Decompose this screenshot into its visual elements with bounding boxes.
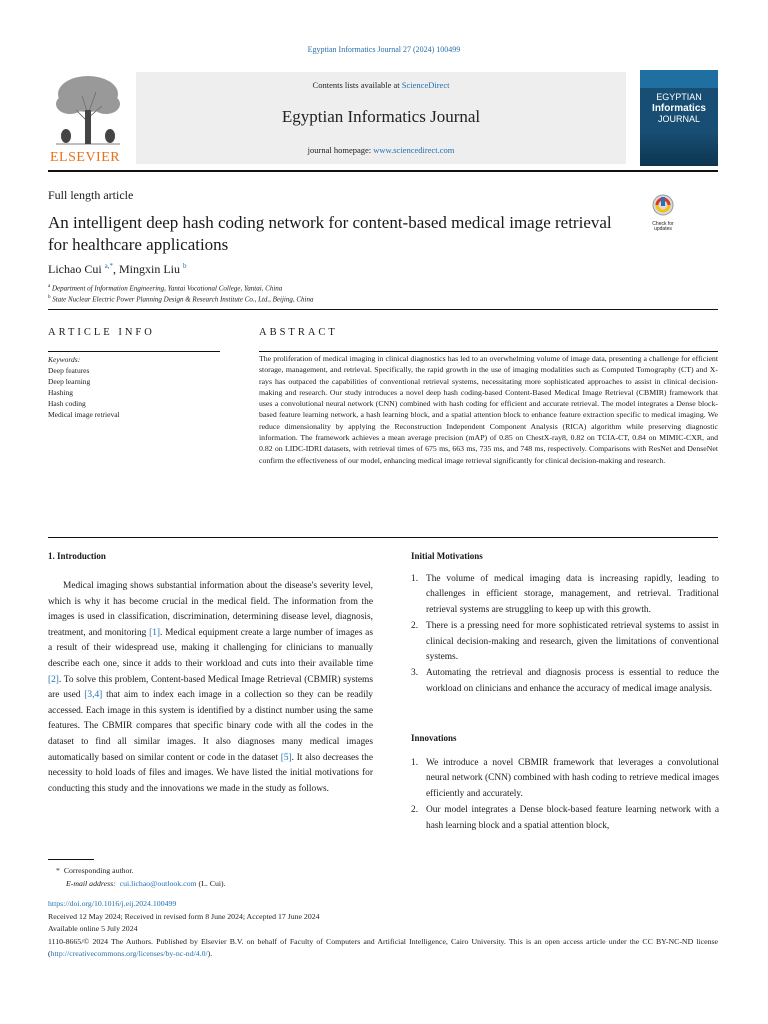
list-item <box>411 572 719 618</box>
author-superscript[interactable]: b <box>183 262 187 270</box>
list-number: 2. <box>411 621 419 632</box>
cover-graphic <box>640 132 718 166</box>
sciencedirect-link[interactable]: ScienceDirect <box>401 80 450 90</box>
journal-cover-image <box>640 70 718 166</box>
footnote-marker: * <box>56 866 60 875</box>
check-updates-label <box>647 222 679 232</box>
elsevier-tree-logo <box>48 70 128 166</box>
citation-link[interactable]: [1] <box>149 627 161 638</box>
journal-header <box>48 70 718 166</box>
doi-line <box>48 898 718 910</box>
list-number: 3. <box>411 668 419 679</box>
citation-link[interactable]: [3,4] <box>84 690 103 701</box>
available-online: Available online 5 July 2024 <box>48 924 138 933</box>
list-item-text: Automating the retrieval and diagnosis process is essential to reduce the workload on clinicians and enhance the accuracy of medical image analysis. <box>426 668 719 694</box>
affiliation-text: State Nuclear Electric Power Planning Design & Research Institute Co., Ltd., Beijing, China <box>52 295 314 304</box>
abstract-heading: ABSTRACT <box>259 327 338 338</box>
innovations-list <box>411 756 719 835</box>
text-run: . It also decreases the necessity to hold loads of files and images. We have listed the initial motivations for conducting this study and the innovations we made in the study as follows. <box>48 752 373 794</box>
keywords-block <box>48 354 120 420</box>
affiliation <box>48 295 314 303</box>
list-item-text: There is a pressing need for more sophisticated retrieval systems to assist in clinical decision-making and research, given the limitations of conventional systems. <box>426 621 719 663</box>
keyword: Deep learning <box>48 377 91 386</box>
homepage-line <box>136 145 626 155</box>
email-note <box>66 878 736 890</box>
innovations-heading: Innovations <box>411 733 457 743</box>
license-link[interactable]: http://creativecommons.org/licenses/by-nc-nd/4.0/ <box>50 949 208 958</box>
email-label: E-mail address: <box>66 879 116 888</box>
affiliation-marker: a <box>48 284 51 289</box>
author-superscript[interactable]: a,* <box>104 262 114 270</box>
citation-link[interactable]: [2] <box>48 674 59 685</box>
contents-line <box>136 80 626 90</box>
text-run: . To solve this problem, Content-based Medical Image Retrieval (CBMIR) systems are used <box>48 674 373 701</box>
keyword: Deep features <box>48 366 90 375</box>
text-run: Medical imaging shows substantial information about the disease's severity level, which is why it has become crucial in the medical field. The information from the images is used in classification, discrimination, determining disease level, diagnosis, treatment, and monitoring <box>48 581 373 638</box>
introduction-body <box>48 579 373 797</box>
list-item <box>411 666 719 697</box>
article-info-heading: ARTICLE INFO <box>48 327 155 338</box>
list-item-text: The volume of medical imaging data is increasing rapidly, leading to challenges in efficient storage, management, and retrieval. Traditional retrieval systems are struggling to keep up with this growth. <box>426 574 719 615</box>
motivations-heading: Initial Motivations <box>411 551 483 561</box>
journal-banner <box>136 72 626 164</box>
check-updates-icon <box>647 193 679 217</box>
journal-reference[interactable]: Egyptian Informatics Journal 27 (2024) 100499 <box>307 45 461 54</box>
check-updates-line-2: updates <box>654 226 672 232</box>
affiliation-marker: b <box>48 295 51 300</box>
corresponding-note <box>56 865 726 877</box>
list-item <box>411 756 719 802</box>
doi-link[interactable]: https://doi.org/10.1016/j.eij.2024.100499 <box>48 899 177 908</box>
author-separator: , <box>113 262 120 276</box>
list-number: 2. <box>411 805 419 816</box>
cover-line-3: JOURNAL <box>657 114 700 124</box>
text-run: . Medical equipment create a large number of images as a result of their widespread use, making it challenging for clinicians to manually describe each one, since it adds to their workload and cuts into their available time <box>48 627 373 669</box>
homepage-link[interactable]: www.sciencedirect.com <box>373 145 455 155</box>
elsevier-wordmark: ELSEVIER <box>50 150 121 165</box>
introduction-paragraph <box>48 579 373 797</box>
cover-text <box>640 92 718 125</box>
affiliation <box>48 284 282 292</box>
keywords-divider <box>48 351 220 352</box>
text-run: that aim to index each image in a collection so they can be readily accessed. Each image in this system is identified by a distinct number using the same features. The CBMIR compares that specific binary code with all the codes in the dataset to find all similar images. It also diagnoses many medical images automatically based on similar content or code in the dataset <box>48 690 373 763</box>
abstract-divider <box>259 351 718 352</box>
check-for-updates-button[interactable] <box>647 193 679 232</box>
journal-title: Egyptian Informatics Journal <box>281 107 481 126</box>
keyword: Hashing <box>48 388 73 397</box>
list-number: 1. <box>411 574 419 584</box>
cover-stripe <box>640 70 718 88</box>
title-divider <box>48 309 718 310</box>
abstract-bottom-divider <box>48 537 718 538</box>
homepage-prefix: journal homepage: <box>307 145 374 155</box>
received-dates: Received 12 May 2024; Received in revised form 8 June 2024; Accepted 17 June 2024 <box>48 912 320 921</box>
abstract-text: The proliferation of medical imaging in clinical diagnostics has led to an overwhelming volume of image data, presenting a challenge for efficient storage, management, and retrieval. Specifically, the rapid growth in the use of imaging modalities such as Computed Tomography (CT) and X-rays has outpaced the capabilities of conventional retrieval systems, necessitating more sophisticated approaches to assist in clinical decision-making and research. Our study introduces a novel deep hash coding-based Content-Based Medical Image Retrieval (CBMIR) framework that uses a convolutional neural network (CNN) combined with hash coding for efficient and accurate retrieval. The model integrates a Dense block-based feature learning network, a hash learning block, and a spatial attention block to enhance feature extraction specific to medical imaging. We reduce dimensionality by applying the Reconstruction Independent Component Analysis (RICA) algorithm while preserving diagnostic information. The framework achieves a mean average precision (mAP) of 0.85 on ChestX-ray8, 0.82 on TCIA-CT, 0.84 on MIMIC-CXR, and 0.82 on LIDC-IDRI datasets, with retrieval times of 675 ms, 663 ms, 735 ms, and 748 ms, respectively. Comparisons with ResNet and DenseNet confirm the effectiveness of our model, enhancing medical image retrieval significantly for clinical decision-making and research. <box>259 354 718 465</box>
article-type: Full length article <box>48 188 134 202</box>
check-updates-line-1: Check for <box>652 221 674 227</box>
affiliation-text: Department of Information Engineering, Yantai Vocational College, Yantai, China <box>51 284 283 293</box>
introduction-heading: 1. Introduction <box>48 551 106 561</box>
copyright-notice <box>48 936 718 960</box>
keyword: Medical image retrieval <box>48 410 120 419</box>
author-name: Lichao Cui <box>48 262 102 276</box>
copyright-suffix: ). <box>207 949 213 958</box>
corresponding-text: Corresponding author. <box>63 866 134 875</box>
contents-prefix: Contents lists available at <box>312 80 402 90</box>
email-link[interactable]: cui.lichao@outlook.com <box>119 879 197 888</box>
list-item <box>411 803 719 834</box>
article-title: An intelligent deep hash coding network for content-based medical image retrieval for healthcare applications <box>48 213 612 254</box>
citation-link[interactable]: [5] <box>280 752 292 763</box>
author-name: Mingxin Liu <box>119 262 181 276</box>
motivations-list <box>411 572 719 698</box>
list-item <box>411 619 719 665</box>
list-number: 1. <box>411 758 419 768</box>
keywords-label: Keywords: <box>48 355 81 364</box>
email-suffix: (L. Cui). <box>198 879 226 888</box>
cover-line-2: Informatics <box>652 103 706 114</box>
list-item-text: Our model integrates a Dense block-based feature learning network with a hash learning block and a spatial attention block, <box>426 805 719 831</box>
header-divider <box>48 170 718 172</box>
list-item-text: We introduce a novel CBMIR framework that leverages a convolutional neural network (CNN) combined with hash coding to retrieve medical images efficiently and accurately. <box>426 758 719 799</box>
keyword: Hash coding <box>48 399 86 408</box>
copyright-text: 1110-8665/© 2024 The Authors. Published by Elsevier B.V. on behalf of Faculty of Computers and Artificial Intelligence, Cairo University. This is an open access article under the CC BY-NC-ND license ( <box>48 937 718 958</box>
author-list <box>48 262 187 277</box>
cover-line-1: EGYPTIAN <box>656 92 702 102</box>
footnote-divider <box>48 859 94 860</box>
